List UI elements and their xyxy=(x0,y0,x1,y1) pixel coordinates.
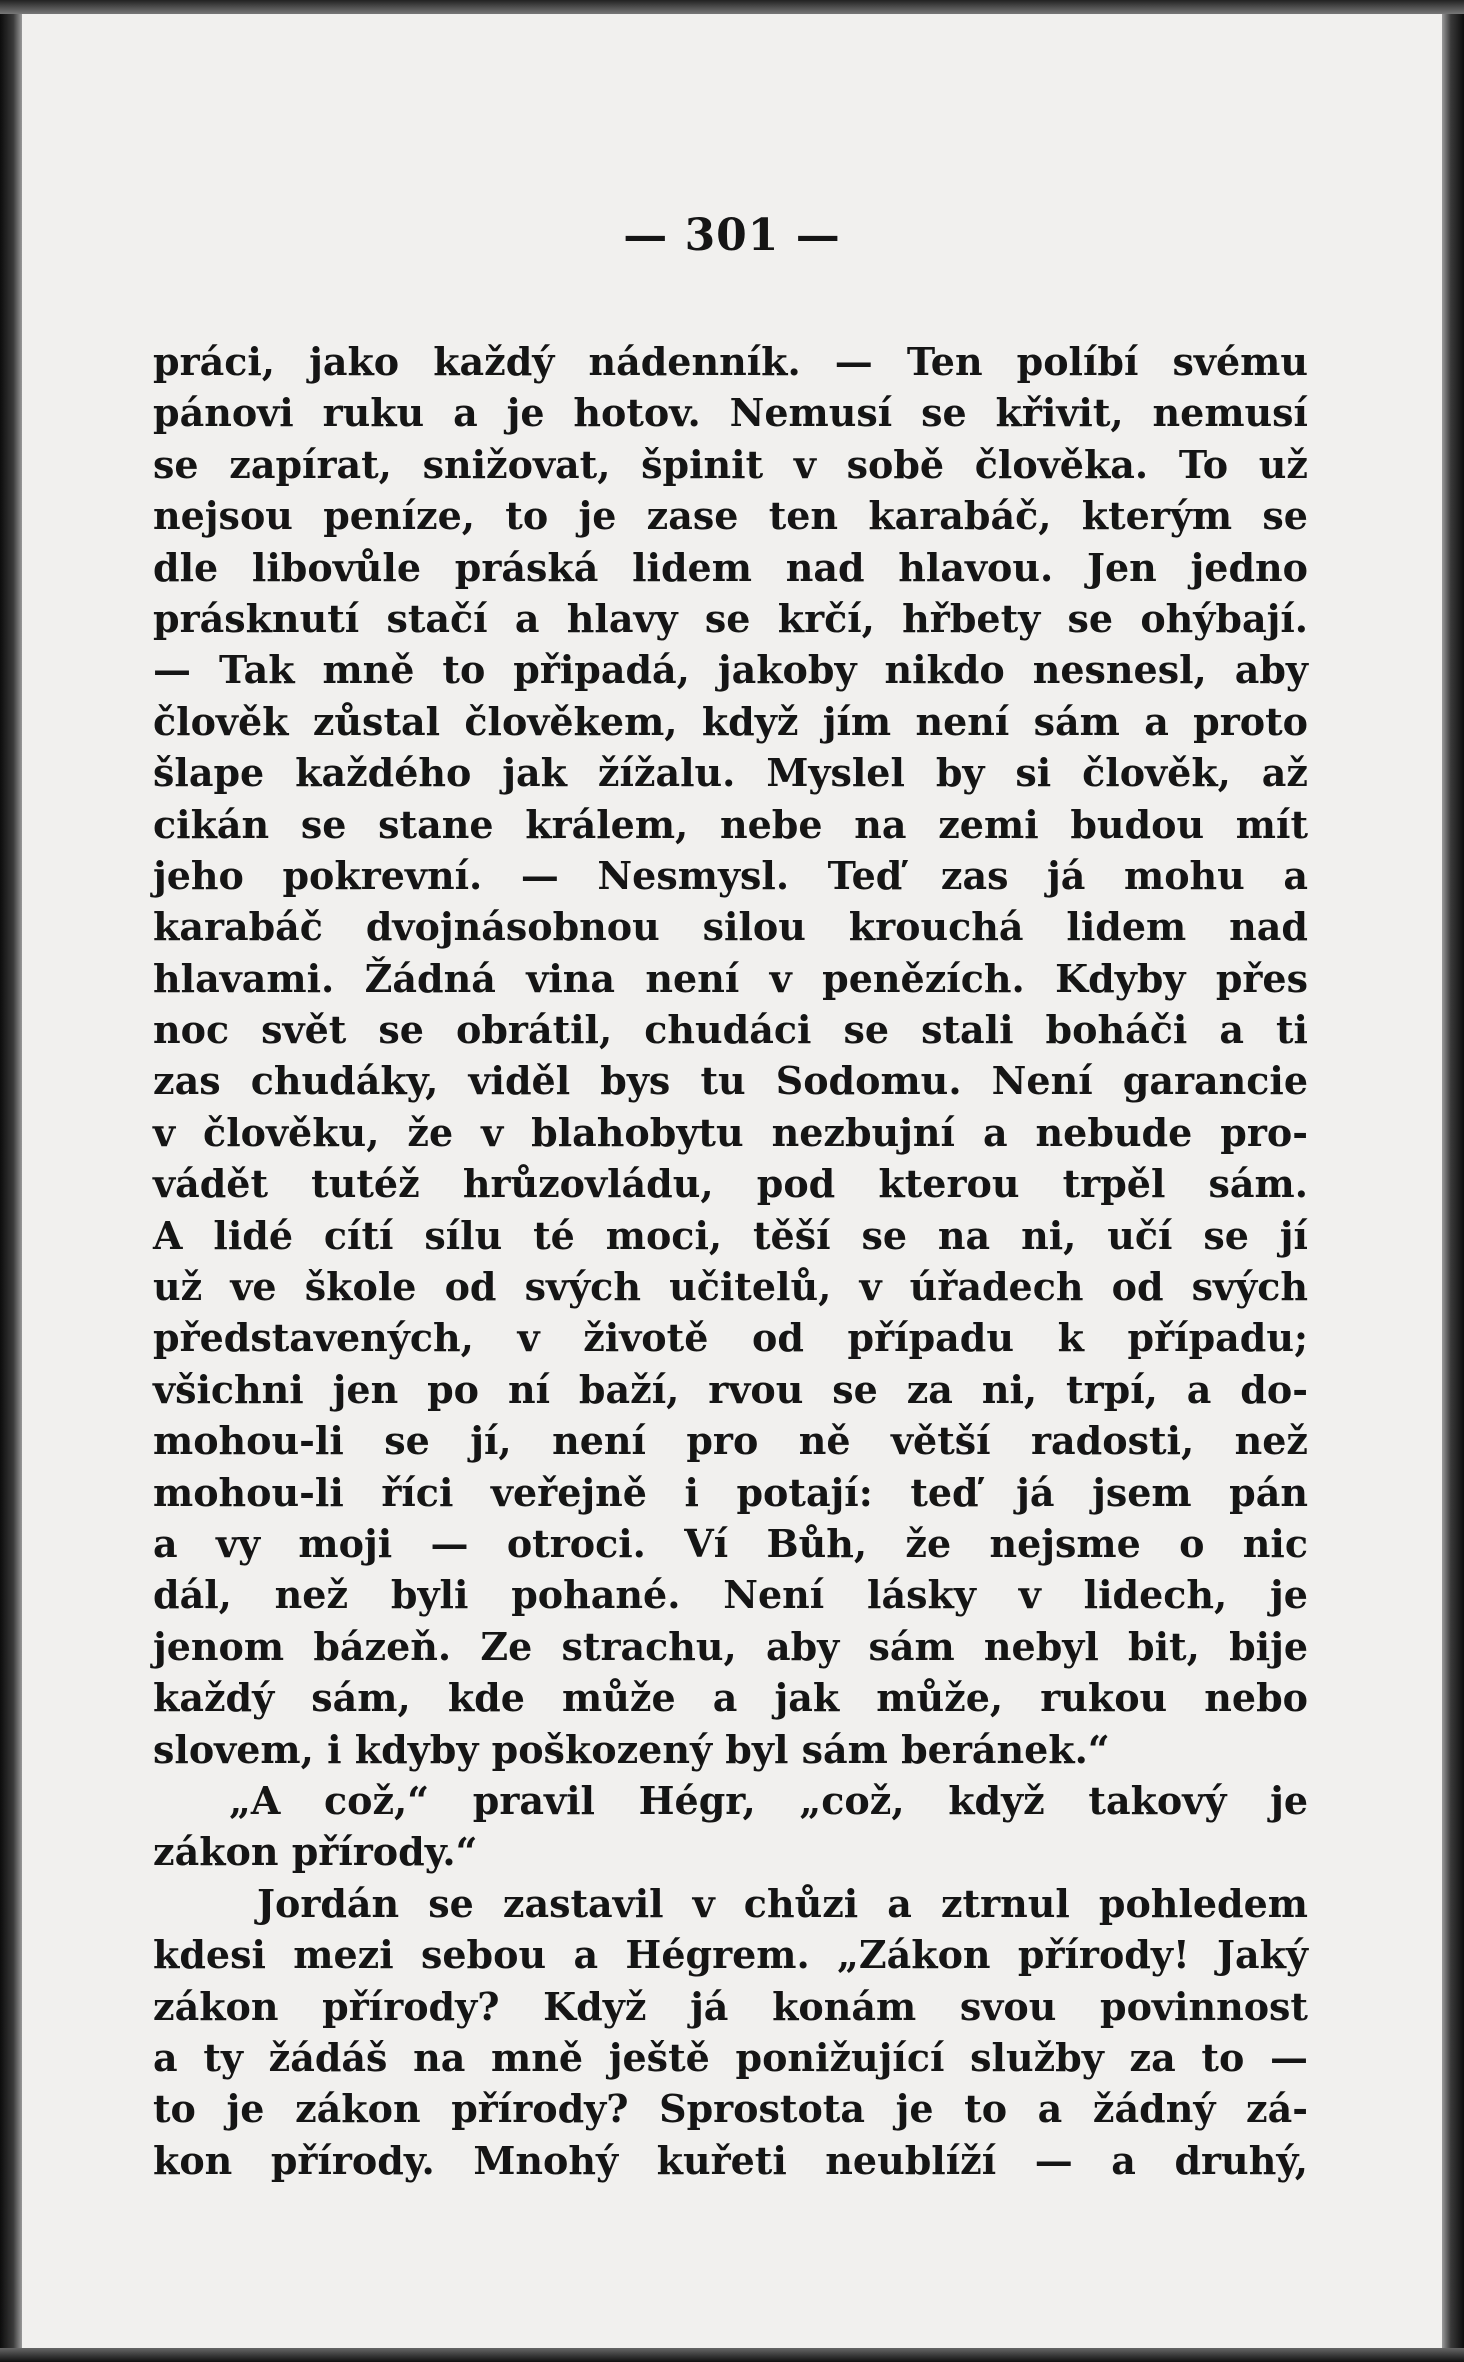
page-edge-left xyxy=(0,0,22,2362)
text-line: každý sám, kde může a jak může, rukou nebo xyxy=(153,1675,1308,1721)
book-page xyxy=(22,14,1442,2348)
text-line: zákon přírody.“ xyxy=(153,1829,478,1875)
text-line: vádět tutéž hrůzovládu, pod kterou trpěl sám. xyxy=(153,1161,1308,1207)
text-line: noc svět se obrátil, chudáci se stali boháči a ti xyxy=(153,1007,1308,1053)
text-line: člověk zůstal člověkem, když jím není sám a proto xyxy=(153,698,1308,744)
text-line: mohou-li se jí, není pro ně větší radosti, než xyxy=(153,1418,1308,1464)
text-line: kdesi mezi sebou a Hégrem. „Zákon přírody! Jaký xyxy=(153,1932,1308,1978)
text-line: v člověku, že v blahobytu nezbujní a nebude pro- xyxy=(153,1109,1308,1155)
text-line: představených, v životě od případu k případu; xyxy=(153,1315,1308,1361)
text-line: cikán se stane králem, nebe na zemi budou mít xyxy=(153,801,1308,847)
page-edge-top xyxy=(0,0,1464,14)
body-text xyxy=(153,336,1308,2186)
text-line: mohou-li říci veřejně i potají: teď já jsem pán xyxy=(153,1469,1308,1515)
text-line: šlape každého jak žížalu. Myslel by si člověk, až xyxy=(153,750,1308,796)
text-line: dle libovůle práská lidem nad hlavou. Jen jedno xyxy=(153,544,1308,590)
text-line: zákon přírody? Když já konám svou povinnost xyxy=(153,1983,1308,2029)
text-line: prásknutí stačí a hlavy se krčí, hřbety se ohýbají. xyxy=(153,595,1308,641)
text-line: karabáč dvojnásobnou silou krouchá lidem nad xyxy=(153,904,1308,950)
text-line: jenom bázeň. Ze strachu, aby sám nebyl bit, bije xyxy=(153,1623,1308,1669)
text-line: nejsou peníze, to je zase ten karabáč, kterým se xyxy=(153,493,1308,539)
text-line: hlavami. Žádná vina není v penězích. Kdyby přes xyxy=(153,955,1308,1001)
text-line: práci, jako každý nádenník. — Ten políbí svému xyxy=(153,339,1308,384)
text-line: Jordán se zastavil v chůzi a ztrnul pohledem xyxy=(257,1880,1308,1926)
text-line: se zapírat, snižovat, špinit v sobě člověka. To už xyxy=(153,441,1308,487)
text-line: už ve škole od svých učitelů, v úřadech od svých xyxy=(153,1264,1308,1310)
page-edge-bottom xyxy=(0,2348,1464,2362)
text-line: slovem, i kdyby poškozený byl sám beránek.“ xyxy=(153,1726,1110,1772)
page-number: — 301 — xyxy=(623,210,841,261)
text-line: „A což,“ pravil Hégr, „což, když takový je xyxy=(229,1777,1308,1823)
text-line: to je zákon přírody? Sprostota je to a žádný zá- xyxy=(153,2086,1308,2132)
text-line: pánovi ruku a je hotov. Nemusí se křivit, nemusí xyxy=(153,390,1308,436)
text-line: A lidé cítí sílu té moci, těší se na ni, učí se jí xyxy=(153,1212,1308,1258)
page-edge-right xyxy=(1442,0,1464,2362)
text-line: jeho pokrevní. — Nesmysl. Teď zas já mohu a xyxy=(153,852,1308,898)
text-line: všichni jen po ní baží, rvou se za ni, trpí, a do- xyxy=(153,1366,1308,1412)
text-line: dál, než byli pohané. Není lásky v lidech, je xyxy=(153,1572,1308,1618)
text-line: — Tak mně to připadá, jakoby nikdo nesnesl, aby xyxy=(153,647,1308,693)
text-line: zas chudáky, viděl bys tu Sodomu. Není garancie xyxy=(153,1058,1308,1104)
text-line: kon přírody. Mnohý kuřeti neublíží — a druhý, xyxy=(153,2137,1308,2183)
text-line: a vy moji — otroci. Ví Bůh, že nejsme o nic xyxy=(153,1520,1308,1566)
text-line: a ty žádáš na mně ještě ponižující služby za to — xyxy=(153,2034,1308,2080)
